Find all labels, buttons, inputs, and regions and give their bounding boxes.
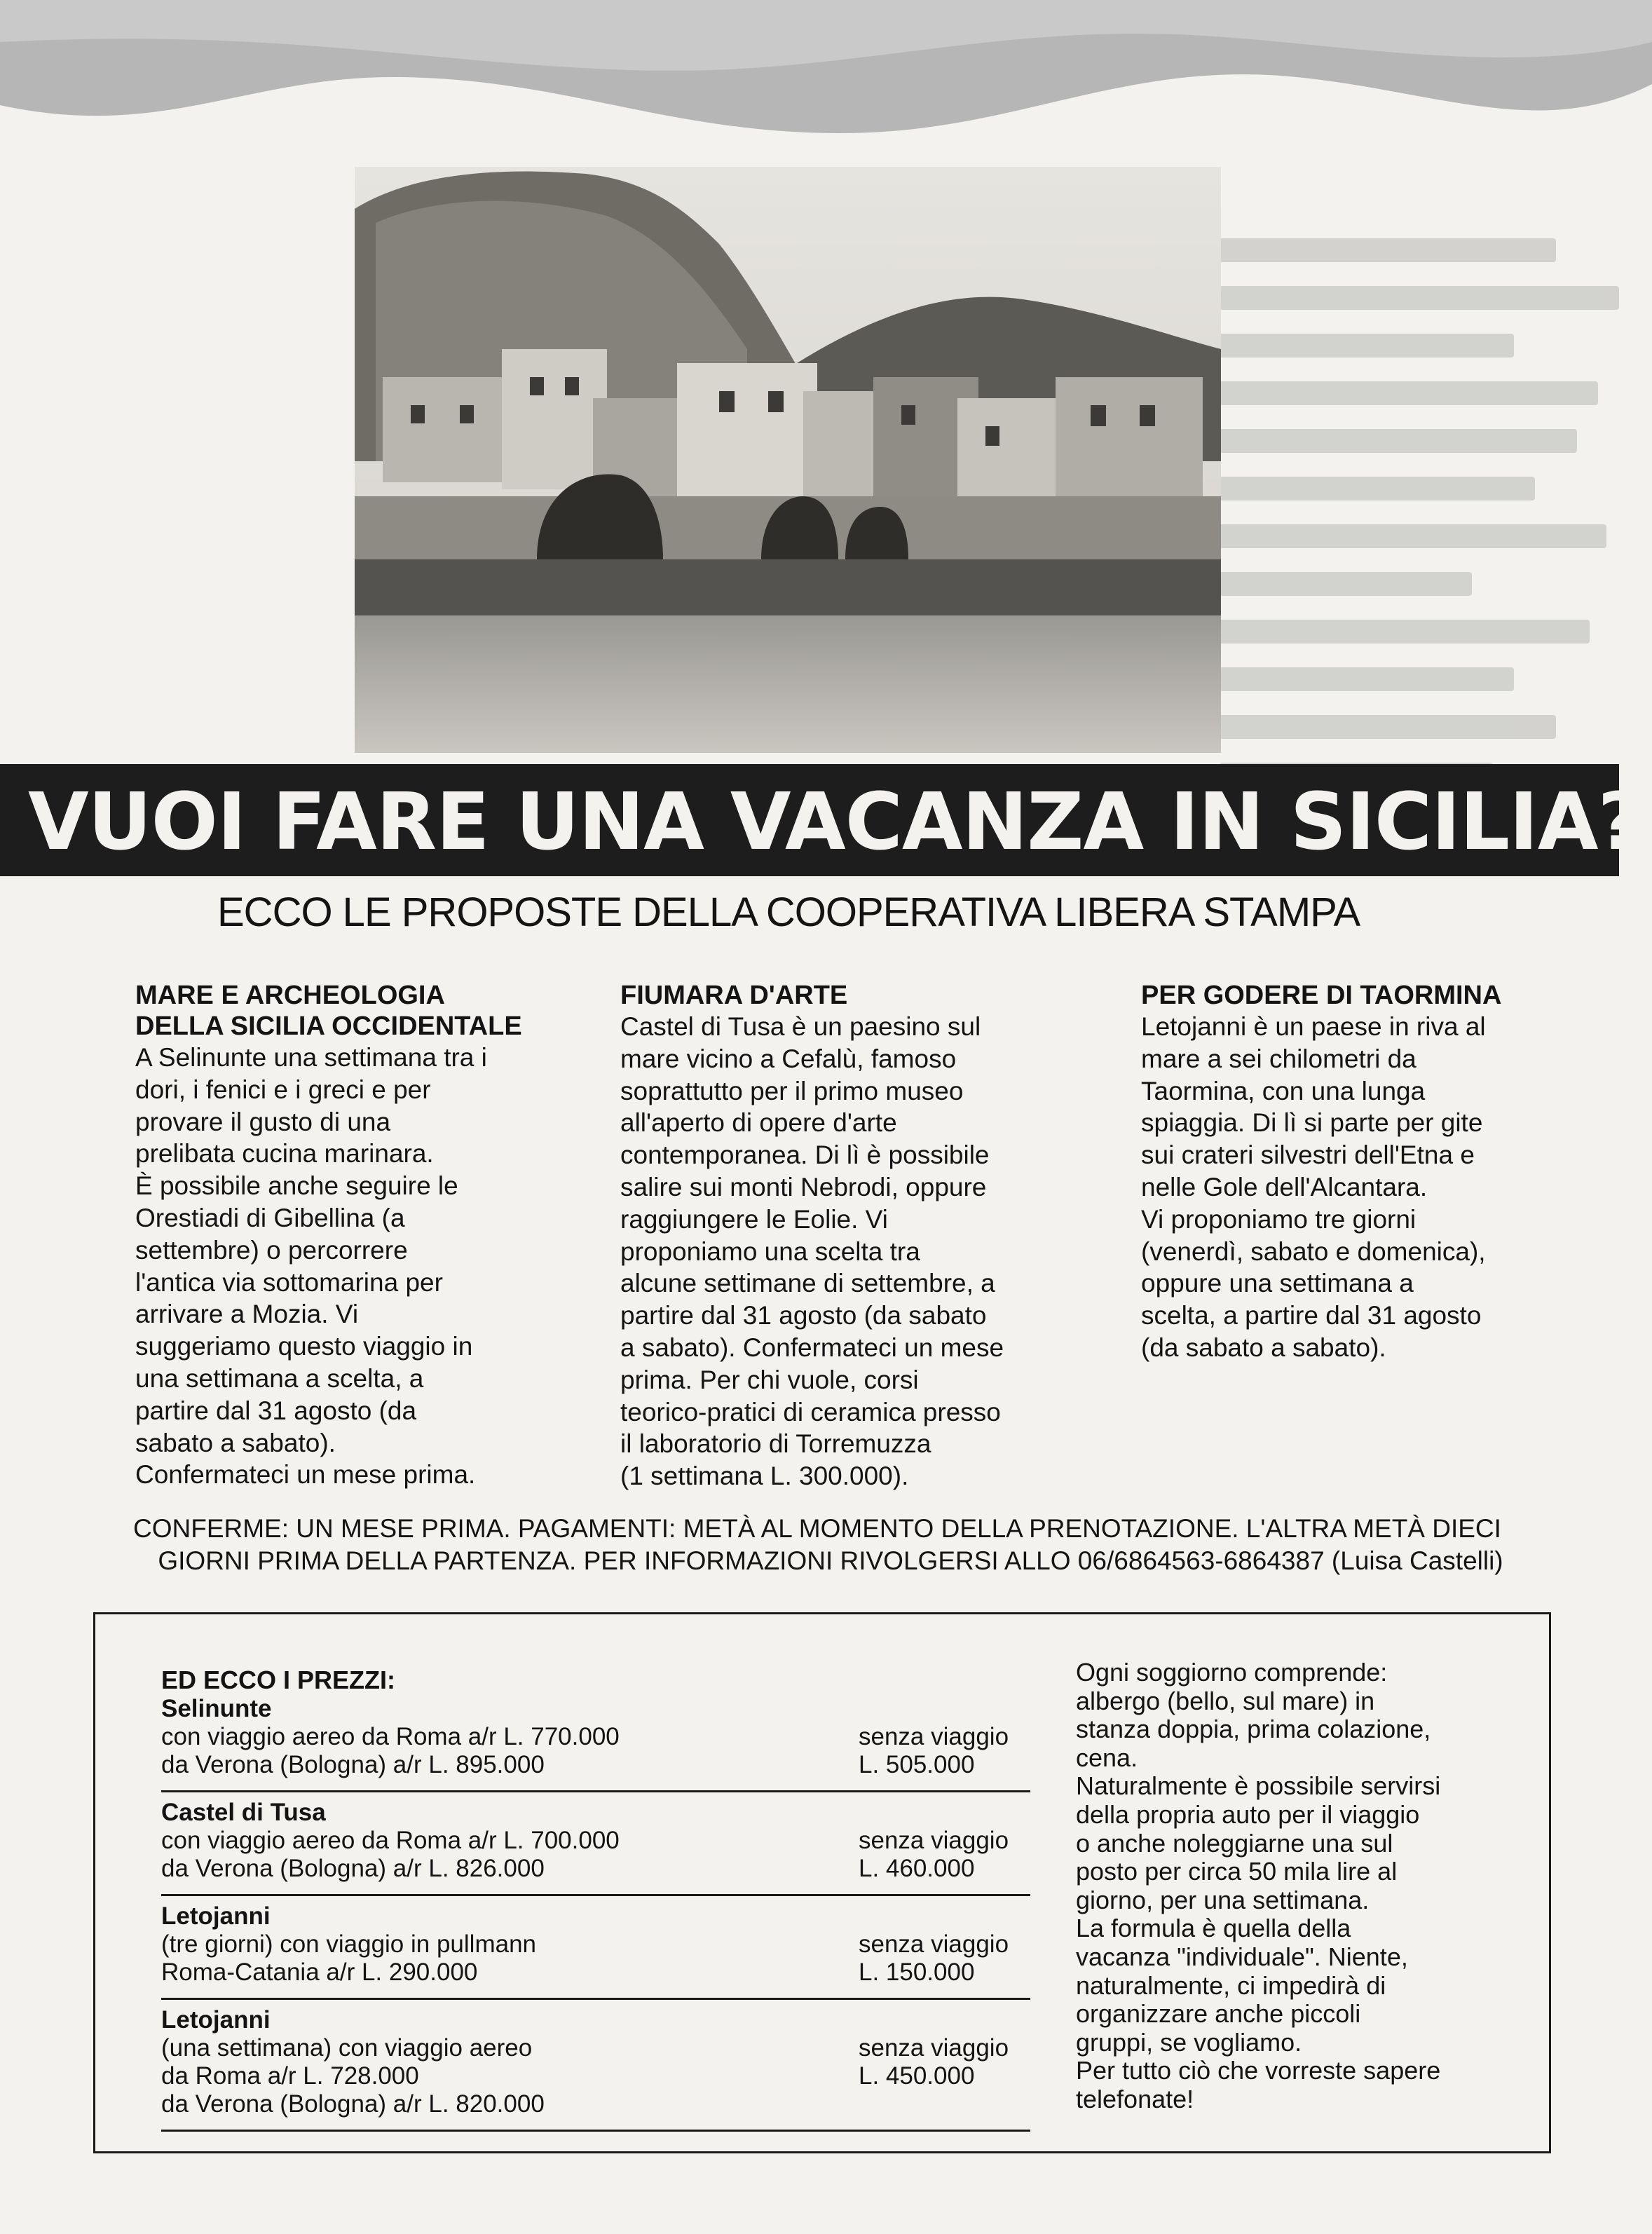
offer-body: A Selinunte una settimana tra i dori, i fenici e i greci e per provare il gusto di una prelibata cucina marinara. È possibile anche seguire le Orestiadi di Gibellina (a settembre) o percorrere l'antica via sottomarina per arrivare a Mozia. Vi suggeriamo questo viaggio in una settimana a scelta, a partire dal 31 agosto (da sabato a sabato). Confermateci un mese prima. [135,1043,487,1490]
offer-title: FIUMARA D'ARTE [620,981,848,1010]
headline: VUOI FARE UNA VACANZA IN SICILIA? [28,777,1643,868]
subheadline: ECCO LE PROPOSTE DELLA COOPERATIVA LIBERA STAMPA [217,890,1360,935]
offer-column-western-sicily [135,980,535,1491]
divider [161,2130,1030,2132]
price-item-castel-di-tusa: Castel di Tusa con viaggio aereo da Roma a/r L. 700.000 da Verona (Bologna) a/r L. 826.000 senza viaggio L. 460.000 [161,1799,1030,1897]
offer-body: Letojanni è un paese in riva al mare a sei chilometri da Taormina, con una lunga spiaggia. Di lì si parte per gite sui crateri silvestri dell'Etna e nelle Gole dell'Alcantara. Vi proponiamo tre giorni (venerdì, sabato e domenica), oppure una settimana a scelta, a partire dal 31 agosto (da sabato a sabato). [1141,1012,1486,1362]
wave-banner [0,0,1652,182]
price-item-selinunte: Selinunte con viaggio aereo da Roma a/r L. 770.000 da Verona (Bologna) a/r L. 895.000 senza viaggio L. 505.000 [161,1695,1030,1793]
offer-title: PER GODERE DI TAORMINA [1141,981,1502,1010]
price-item-letojanni-week: Letojanni (una settimana) con viaggio aereo da Roma a/r L. 728.000 da Verona (Bologna) a/r L. 820.000 senza viaggio L. 450.000 [161,2006,1030,2132]
cefalu-photo [355,167,1221,753]
offer-body: Castel di Tusa è un paesino sul mare vicino a Cefalù, famoso soprattutto per il primo museo all'aperto di opere d'arte contemporanea. Di lì è possibile salire sui monti Nebrodi, oppure raggiungere le Eolie. Vi proponiamo una scelta tra alcune settimane di settembre, a partire dal 31 agosto (da sabato a sabato). Confermateci un mese prima. Per chi vuole, corsi teorico-pratici di ceramica presso il laboratorio di Torremuzza (1 settimana L. 300.000). [620,1012,1004,1491]
price-title: ED ECCO I PREZZI: [161,1666,396,1694]
offer-column-fiumara [620,980,1069,1492]
booking-conditions: CONFERME: UN MESE PRIMA. PAGAMENTI: METÀ AL MOMENTO DELLA PRENOTAZIONE. L'ALTRA METÀ DIECI GIORNI PRIMA DELLA PARTENZA. PER INFORMAZIONI RIVOLGERSI ALLO 06/6864563-6864387 (Luisa Castelli) [133,1514,1503,1575]
divider [161,1998,1030,2000]
offer-title: MARE E ARCHEOLOGIA DELLA SICILIA OCCIDENTALE [135,981,522,1041]
divider [161,1894,1030,1896]
price-item-letojanni-three-days: Letojanni (tre giorni) con viaggio in pullmann Roma-Catania a/r L. 290.000 senza viaggio L. 150.000 [161,1902,1030,2001]
divider [161,1790,1030,1792]
package-info: Ogni soggiorno comprende: albergo (bello, sul mare) in stanza doppia, prima colazione, cena. Naturalmente è possibile servirsi della propria auto per il viaggio o anche noleggiarne una sul posto per circa 50 mila lire al giorno, per una settimana. La formula è quella della vacanza "individuale". Niente, naturalmente, ci impedirà di organizzare anche piccoli gruppi, se vogliamo. Per tutto ciò che vorreste sapere telefonate! [1076,1658,1441,2113]
offer-column-taormina [1141,980,1576,1364]
